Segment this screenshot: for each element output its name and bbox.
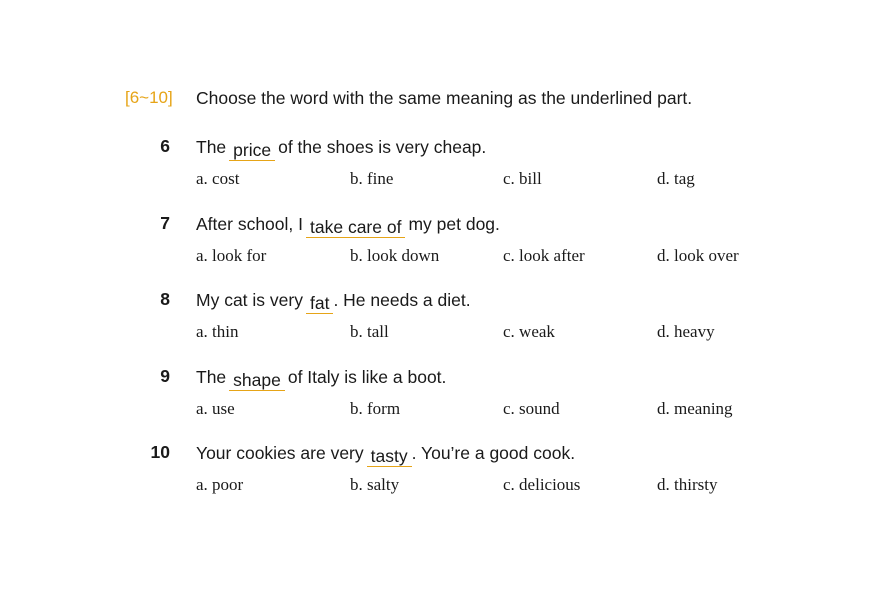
underlined-part: price [229,139,275,161]
sentence-before: The [196,367,227,387]
question-number: 8 [160,289,170,309]
option-a[interactable]: a. thin [196,322,239,341]
question-sentence [196,136,486,158]
question-item [140,213,840,283]
option-c[interactable]: c. weak [503,322,555,341]
option-b[interactable]: b. tall [350,322,389,341]
option-d[interactable]: d. heavy [657,322,715,341]
sentence-before: My cat is very [196,290,303,310]
option-c[interactable]: c. delicious [503,475,581,494]
sentence-after: my pet dog. [408,214,500,234]
option-c[interactable]: c. bill [503,169,542,188]
option-d[interactable]: d. thirsty [657,475,718,494]
question-number: 6 [160,136,170,156]
question-number: 9 [160,366,170,386]
question-sentence [196,366,446,388]
underlined-part: fat [306,292,333,314]
sentence-before: Your cookies are very [196,443,364,463]
question-range-label: [6~10] [125,88,173,107]
sentence-after: of Italy is like a boot. [287,367,447,387]
option-b[interactable]: b. salty [350,475,400,494]
underlined-part: take care of [306,216,405,238]
option-d[interactable]: d. look over [657,246,739,265]
option-c[interactable]: c. sound [503,399,560,418]
question-sentence [196,213,500,235]
question-item [140,366,840,436]
option-c[interactable]: c. look after [503,246,585,265]
option-a[interactable]: a. look for [196,246,267,265]
option-a[interactable]: a. use [196,399,235,418]
question-item [140,442,840,512]
option-d[interactable]: d. tag [657,169,695,188]
instruction-text: Choose the word with the same meaning as the underlined part. [196,88,693,108]
sentence-after: of the shoes is very cheap. [278,137,487,157]
option-b[interactable]: b. look down [350,246,440,265]
underlined-part: tasty [367,445,412,467]
sentence-before: The [196,137,227,157]
underlined-part: shape [229,369,285,391]
question-item [140,136,840,206]
question-sentence [196,442,575,464]
option-b[interactable]: b. fine [350,169,394,188]
question-item [140,289,840,359]
option-a[interactable]: a. cost [196,169,240,188]
question-number: 7 [160,213,170,233]
sentence-after: . You’re a good cook. [411,443,576,463]
option-b[interactable]: b. form [350,399,401,418]
option-d[interactable]: d. meaning [657,399,733,418]
option-a[interactable]: a. poor [196,475,244,494]
question-number: 10 [150,442,170,462]
sentence-before: After school, I [196,214,303,234]
sentence-after: . He needs a diet. [333,290,471,310]
question-sentence [196,289,471,311]
